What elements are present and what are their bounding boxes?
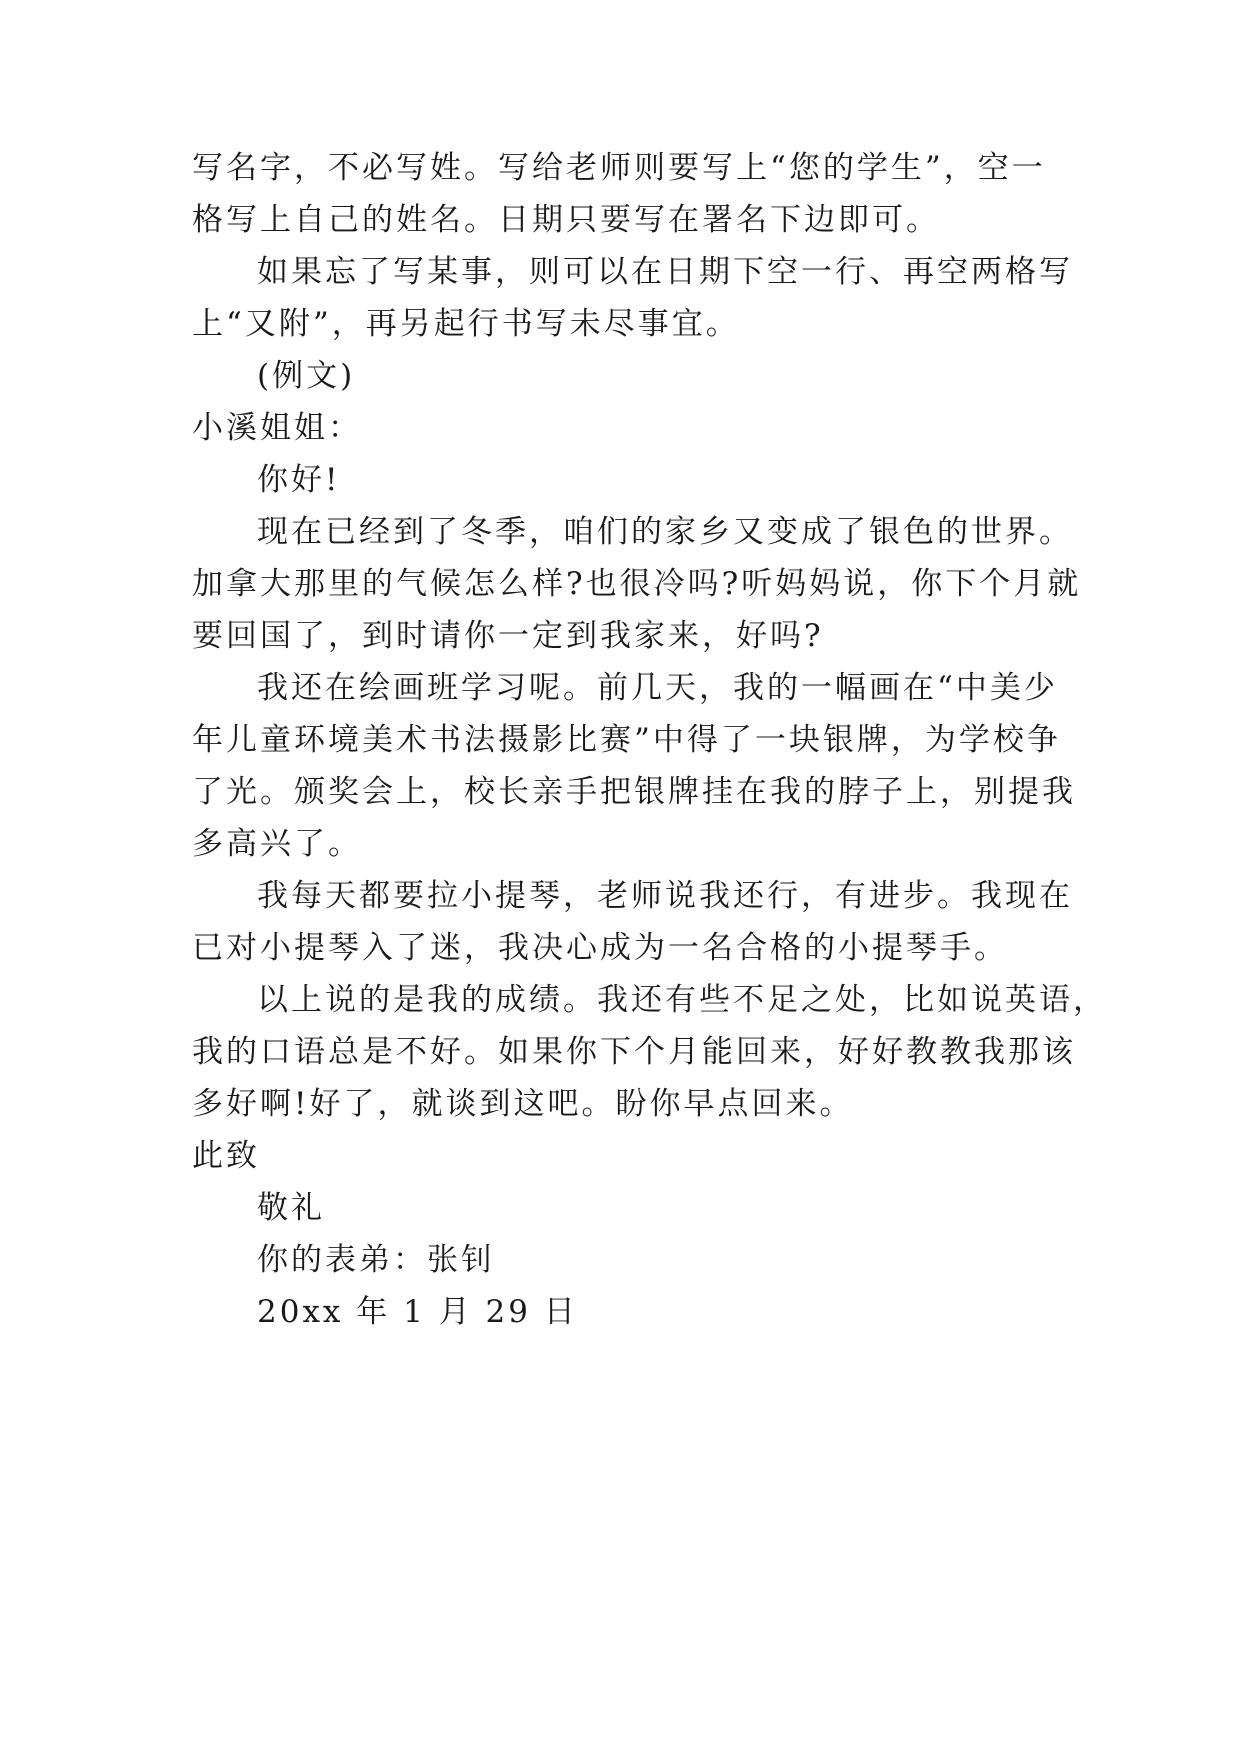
letter-greeting: 你好!: [257, 462, 341, 498]
paragraph-start: 以上说的是我的成绩。我还有些不足之处，比如说英语，: [257, 982, 1107, 1018]
letter-signature: 你的表弟：张钊: [257, 1242, 495, 1278]
text-line: 多高兴了。: [192, 826, 362, 862]
text-line: 多好啊!好了，就谈到这吧。盼你早点回来。: [192, 1086, 854, 1122]
text-line: 格写上自己的姓名。日期只要写在署名下边即可。: [192, 202, 940, 238]
text-line: 了光。颁奖会上，校长亲手把银牌挂在我的脖子上，别提我: [192, 774, 1076, 810]
text-line: 上“又附”，再另起行书写未尽事宜。: [192, 306, 740, 342]
letter-date: 20xx 年 1 月 29 日: [257, 1294, 578, 1330]
example-label: (例文): [257, 358, 356, 394]
paragraph-start: 现在已经到了冬季，咱们的家乡又变成了银色的世界。: [257, 514, 1073, 550]
text-line: 要回国了，到时请你一定到我家来，好吗?: [192, 618, 824, 654]
letter-salutation: 小溪姐姐：: [192, 410, 362, 446]
text-line: 加拿大那里的气候怎么样?也很冷吗?听妈妈说，你下个月就: [192, 566, 1082, 602]
letter-closing: 此致: [192, 1138, 260, 1174]
text-line: 年儿童环境美术书法摄影比赛”中得了一块银牌，为学校争: [192, 722, 1061, 758]
paragraph-start: 我每天都要拉小提琴，老师说我还行，有进步。我现在: [257, 878, 1073, 914]
text-line: 写名字，不必写姓。写给老师则要写上“您的学生”，空一: [192, 150, 1046, 186]
letter-salute: 敬礼: [257, 1190, 325, 1226]
paragraph-start: 我还在绘画班学习呢。前几天，我的一幅画在“中美少: [257, 670, 1058, 706]
text-line: 我的口语总是不好。如果你下个月能回来，好好教教我那该: [192, 1034, 1076, 1070]
text-line: 已对小提琴入了迷，我决心成为一名合格的小提琴手。: [192, 930, 1008, 966]
paragraph-start: 如果忘了写某事，则可以在日期下空一行、再空两格写: [257, 254, 1073, 290]
